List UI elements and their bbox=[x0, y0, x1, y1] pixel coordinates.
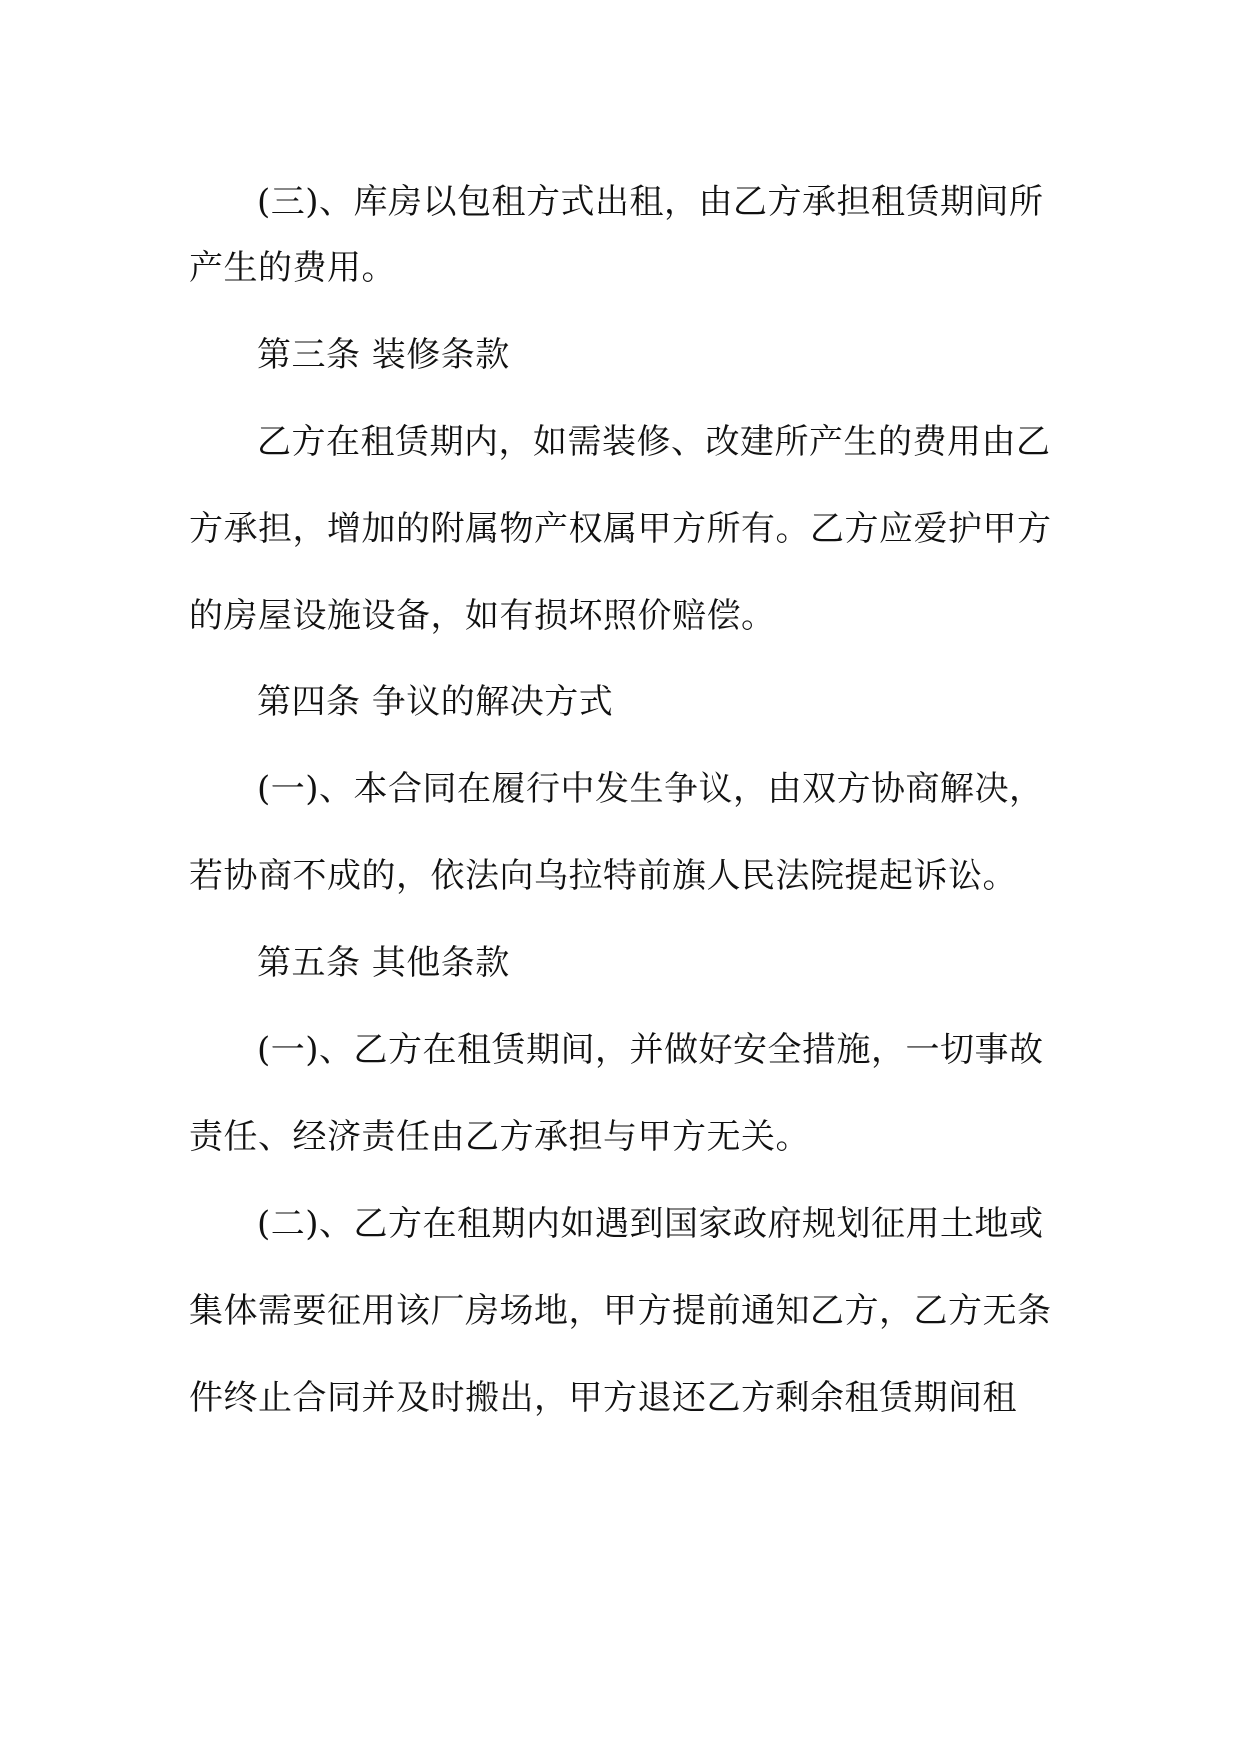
paragraph-line: 乙方在租赁期内，如需装修、改建所产生的费用由乙 bbox=[257, 422, 1051, 462]
paragraph-line: 的房屋设施设备，如有损坏照价赔偿。 bbox=[189, 596, 776, 636]
paragraph-line: 集体需要征用该厂房场地，甲方提前通知乙方，乙方无条 bbox=[189, 1291, 1052, 1331]
section-heading: 第五条 其他条款 bbox=[257, 943, 510, 983]
paragraph-line: 责任、经济责任由乙方承担与甲方无关。 bbox=[189, 1117, 810, 1157]
section-heading: 第三条 装修条款 bbox=[257, 335, 510, 375]
paragraph-line: 若协商不成的，依法向乌拉特前旗人民法院提起诉讼。 bbox=[189, 856, 1017, 896]
section-heading: 第四条 争议的解决方式 bbox=[257, 682, 614, 722]
paragraph-line: 方承担，增加的附属物产权属甲方所有。乙方应爱护甲方 bbox=[189, 509, 1052, 549]
paragraph-line: (三)、库房以包租方式出租，由乙方承担租赁期间所 bbox=[257, 182, 1044, 222]
paragraph-line: (一)、本合同在履行中发生争议，由双方协商解决， bbox=[257, 769, 1044, 809]
paragraph-line: (二)、乙方在租期内如遇到国家政府规划征用土地或 bbox=[257, 1204, 1044, 1244]
paragraph-line: (一)、乙方在租赁期间，并做好安全措施，一切事故 bbox=[257, 1030, 1044, 1070]
paragraph-line: 产生的费用。 bbox=[189, 248, 396, 288]
paragraph-line: 件终止合同并及时搬出，甲方退还乙方剩余租赁期间租 bbox=[189, 1378, 1017, 1418]
